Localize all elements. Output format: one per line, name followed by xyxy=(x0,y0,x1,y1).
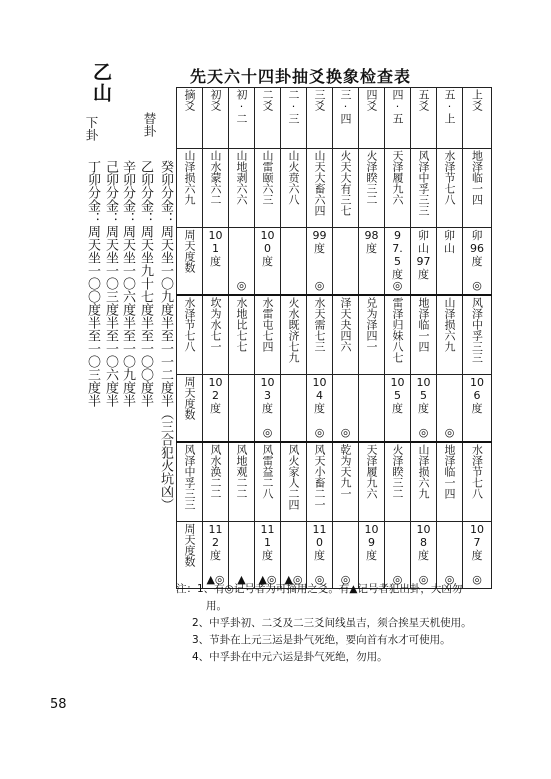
hexagram-cell: 天泽履九六 xyxy=(391,150,404,205)
header-cell: 二爻 xyxy=(255,88,281,149)
hexagram-cell: 水雷屯七四 xyxy=(261,297,274,352)
hexagram-cell: 风泽中孚三三 xyxy=(183,444,196,510)
fenjin-line-4: 己卯分金：周天坐一〇三度半至一〇六度半 xyxy=(103,160,118,407)
hexagram-cell: 火泽睽三二 xyxy=(391,444,404,499)
hexagram-cell: 雷泽归妹八七 xyxy=(391,297,404,363)
hexagram-cell: 乾为天九一 xyxy=(339,444,352,499)
mark-symbol: ▲◎ xyxy=(284,573,303,586)
degree-value: 110度 xyxy=(312,523,327,562)
header-cell: 五·上 xyxy=(437,88,463,149)
mark-symbol: ◎ xyxy=(314,279,325,292)
mark-symbol: ◎ xyxy=(418,573,429,586)
mark-symbol: ◎ xyxy=(392,573,403,586)
hexagram-cell: 山泽损六九 xyxy=(417,444,430,499)
hexagram-cell: 山地剥六六 xyxy=(235,150,248,205)
mark-symbol: ◎ xyxy=(472,573,482,586)
degree-value: 卯山 xyxy=(444,229,455,255)
mark-symbol: ◎ xyxy=(340,426,351,439)
mark-symbol: ◎ xyxy=(314,573,325,586)
mark-symbol: ◎ xyxy=(444,426,455,439)
label-ti: 替卦 xyxy=(142,112,157,137)
degree-value: 105度 xyxy=(390,376,405,415)
hexagram-cell: 泽天夬四六 xyxy=(339,297,352,352)
hexagram-cell: 风泽中孚三三 xyxy=(470,297,484,363)
label-xia: 下卦 xyxy=(84,116,99,141)
header-cell: 五爻 xyxy=(411,88,437,149)
mark-symbol: ◎ xyxy=(236,279,247,292)
hexagram-cell: 山火贲六八 xyxy=(287,150,300,205)
mark-symbol: ▲◎ xyxy=(206,573,225,586)
hexagram-cell: 火泽睽三二 xyxy=(365,150,378,205)
header-cell: 初爻 xyxy=(203,88,229,149)
mark-symbol: ◎ xyxy=(340,573,351,586)
note-line: 注：1、有◎记号者为可摘用之爻。有▲记号者犯出卦，大凶勿 xyxy=(176,583,463,595)
hexagram-cell: 火天大有三七 xyxy=(339,150,352,216)
mark-symbol: ◎ xyxy=(418,426,429,439)
fenjin-line-1: 癸卯分金：周天坐一〇九度半至一一二度半（三合犯火坑凶） xyxy=(158,160,173,511)
hexagram-cell: 天泽履九六 xyxy=(365,444,378,499)
hexagram-cell: 山泽损六九 xyxy=(183,150,196,205)
hexagram-row xyxy=(177,149,492,228)
mark-symbol: ◎ xyxy=(314,426,325,439)
hexagram-cell: 水泽节七八 xyxy=(443,150,456,205)
hexagram-cell: 地泽临一四 xyxy=(470,150,484,205)
hexagram-table xyxy=(176,87,492,589)
hexagram-cell: 山雷颐六三 xyxy=(261,150,274,205)
degree-value: 103度 xyxy=(260,376,275,415)
header-cell: 二·三 xyxy=(281,88,307,149)
hexagram-cell: 山天大畜六四 xyxy=(313,150,326,216)
note-line: 用。 xyxy=(206,600,227,612)
hexagram-cell: 地泽临一四 xyxy=(417,297,430,352)
fenjin-line-5: 丁卯分金：周天坐一〇〇度半至一〇三度半 xyxy=(85,160,100,407)
hexagram-cell: 水泽节七八 xyxy=(183,297,196,352)
page-number: 58 xyxy=(50,697,67,712)
degree-value: 卯山97度 xyxy=(416,229,431,281)
hexagram-cell: 水地比七七 xyxy=(235,297,248,352)
degree-value: 108度 xyxy=(416,523,431,562)
hexagram-row xyxy=(177,442,492,522)
degree-value: 104度 xyxy=(312,376,327,415)
degree-value: 107度 xyxy=(470,523,484,562)
note-line: 4、中孚卦在中元六运是卦气死绝，勿用。 xyxy=(192,651,388,663)
hexagram-cell: 山水蒙六二 xyxy=(209,150,222,205)
mark-symbol: ◎ xyxy=(444,573,455,586)
fenjin-line-3: 辛卯分金：周天坐一〇六度半至一〇九度半 xyxy=(120,160,135,407)
degree-label: 周天度数 xyxy=(183,376,196,420)
degree-row xyxy=(177,228,492,296)
hexagram-cell: 水天需七三 xyxy=(313,297,326,352)
degree-value: 99度 xyxy=(312,229,327,255)
degree-value: 106度 xyxy=(470,376,484,415)
hexagram-cell: 风天小畜二一 xyxy=(313,444,326,510)
hexagram-cell: 火水既济七九 xyxy=(287,297,300,363)
hexagram-cell: 风泽中孚三三 xyxy=(417,150,430,216)
header-cell: 初·二 xyxy=(229,88,255,149)
note-line: 2、中孚卦初、二爻及二三爻间线虽吉，须合挨星天机使用。 xyxy=(192,617,472,629)
header-cell: 上爻 xyxy=(463,88,492,149)
degree-value: 98度 xyxy=(364,229,379,255)
header-row xyxy=(177,88,492,149)
page-title: 先天六十四卦抽爻换象检查表 xyxy=(190,67,412,86)
hexagram-cell: 地泽临一四 xyxy=(443,444,456,499)
degree-value: 102度 xyxy=(208,376,223,415)
header-cell: 摘爻 xyxy=(177,88,203,149)
mark-symbol: ◎ xyxy=(392,279,403,292)
degree-value: 105度 xyxy=(416,376,431,415)
header-cell: 三爻 xyxy=(307,88,333,149)
degree-value: 卯96度 xyxy=(470,229,484,268)
mark-symbol: ▲◎ xyxy=(258,573,277,586)
hexagram-cell: 坎为水七一 xyxy=(209,297,222,352)
degree-value: 100度 xyxy=(260,229,275,268)
mark-symbol: ◎ xyxy=(262,426,273,439)
hexagram-cell: 兑为泽四一 xyxy=(365,297,378,352)
hexagram-cell: 风雷益二八 xyxy=(261,444,274,499)
fenjin-line-2: 乙卯分金：周天坐九十七度半至一〇〇度半 xyxy=(138,160,153,407)
mark-symbol: ▲ xyxy=(237,573,246,586)
hexagram-cell: 山泽损六九 xyxy=(443,297,456,352)
hexagram-cell: 风地观二二 xyxy=(235,444,248,499)
notes-block xyxy=(176,581,496,666)
hexagram-cell: 水泽节七八 xyxy=(470,444,484,499)
degree-value: 111度 xyxy=(260,523,275,562)
degree-value: 97.5度 xyxy=(392,229,403,281)
degree-row xyxy=(177,522,492,589)
degree-label: 周天度数 xyxy=(183,523,196,567)
note-line: 3、节卦在上元三运是卦气死绝，要向首有水才可使用。 xyxy=(192,634,451,646)
hexagram-cell: 风水涣二二 xyxy=(209,444,222,499)
header-cell: 四·五 xyxy=(385,88,411,149)
degree-value: 101度 xyxy=(208,229,223,268)
mountain-title: 乙山 xyxy=(90,62,112,104)
hexagram-row xyxy=(177,295,492,375)
header-cell: 三·四 xyxy=(333,88,359,149)
mark-symbol: ◎ xyxy=(472,279,482,292)
degree-value: 112度 xyxy=(208,523,223,562)
degree-value: 109度 xyxy=(364,523,379,562)
hexagram-cell: 风火家人二四 xyxy=(287,444,300,510)
header-cell: 四爻 xyxy=(359,88,385,149)
degree-row xyxy=(177,375,492,443)
degree-label: 周天度数 xyxy=(183,229,196,273)
